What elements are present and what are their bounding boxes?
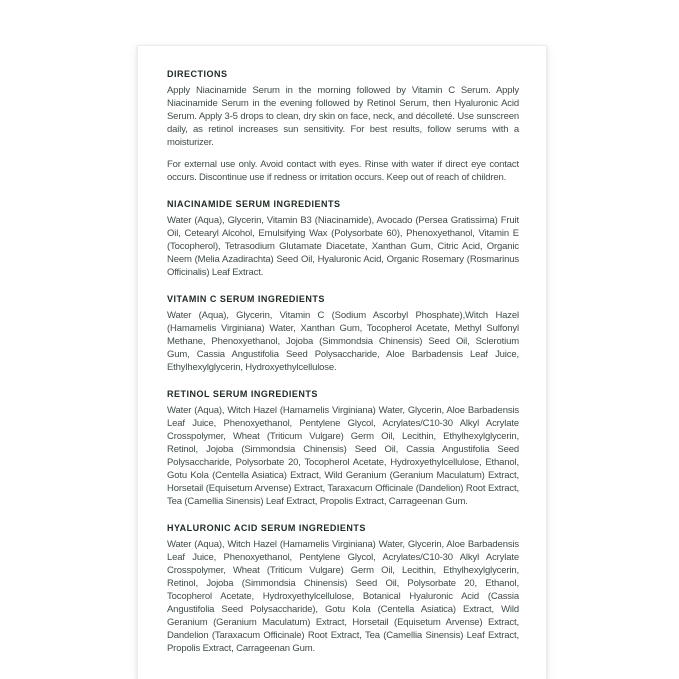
- vitamin-c-ingredients-paragraph: Water (Aqua), Glycerin, Vitamin C (Sodium Ascorbyl Phosphate),Witch Hazel (Hamamelis Virginiana) Water, Xanthan Gum, Tocopherol Acetate, Methyl Sulfonyl Methane, Phenoxyethanol, Jojoba (Simmondsia Chinensis) Seed Oil, Sclerotium Gum, Cassia Angustifolia Seed Polysaccharide, Aloe Barbadensis Leaf Juice, Ethylhexylglycerin, Hydroxyethylcellulose.: [167, 310, 519, 373]
- section-niacinamide-ingredients: [167, 199, 519, 279]
- section-retinol-ingredients: [167, 389, 519, 508]
- niacinamide-ingredients-paragraph: Water (Aqua), Glycerin, Vitamin B3 (Niacinamide), Avocado (Persea Gratissima) Fruit Oil, Cetearyl Alcohol, Emulsifying Wax (Polysorbate 60), Phenoxyethanol, Vitamin E (Tocopherol), Tetrasodium Glutamate Diacetate, Xanthan Gum, Citric Acid, Organic Neem (Melia Azadirachta) Seed Oil, Hyaluronic Acid, Organic Rosemary (Rosmarinus Officinalis) Leaf Extract.: [167, 215, 519, 278]
- section-vitamin-c-ingredients: [167, 294, 519, 374]
- niacinamide-ingredients-heading: NIACINAMIDE SERUM INGREDIENTS: [167, 199, 341, 209]
- directions-warning-paragraph: For external use only. Avoid contact with eyes. Rinse with water if direct eye contact occurs. Discontinue use if redness or irritation occurs. Keep out of reach of children.: [167, 159, 519, 183]
- directions-paragraph: Apply Niacinamide Serum in the morning followed by Vitamin C Serum. Apply Niacinamide Serum in the evening followed by Retinol Serum, then Hyaluronic Acid Serum. Apply 3-5 drops to clean, dry skin on face, neck, and décolleté. Use sunscreen daily, as retinol increases sun sensitivity. For best results, follow serums with a moisturizer.: [167, 85, 519, 148]
- retinol-ingredients-heading: RETINOL SERUM INGREDIENTS: [167, 389, 318, 399]
- directions-heading: DIRECTIONS: [167, 69, 228, 79]
- hyaluronic-acid-ingredients-heading: HYALURONIC ACID SERUM INGREDIENTS: [167, 523, 366, 533]
- ingredients-label-card: [137, 45, 547, 679]
- section-directions: [167, 69, 519, 184]
- retinol-ingredients-paragraph: Water (Aqua), Witch Hazel (Hamamelis Virginiana) Water, Glycerin, Aloe Barbadensis Leaf Juice, Phenoxyethanol, Pentylene Glycol, Acrylates/C10-30 Alkyl Acrylate Crosspolymer, Wheat (Triticum Vulgare) Germ Oil, Lecithin, Ethylhexylglycerin, Retinol, Jojoba (Simmondsia Chinensis) Seed Oil, Cassia Angustifolia Seed Polysaccharide, Polysorbate 20, Tocopherol Acetate, Hydroxyethylcellulose, Ethanol, Gotu Kola (Centella Asiatica) Extract, Wild Geranium (Geranium Maculatum) Extract, Horsetail (Equisetum Arvense) Extract, Taraxacum Officinale (Dandelion) Root Extract, Tea (Camellia Sinensis) Leaf Extract, Propolis Extract, Carrageenan Gum.: [167, 405, 519, 507]
- vitamin-c-ingredients-heading: VITAMIN C SERUM INGREDIENTS: [167, 294, 325, 304]
- hyaluronic-acid-ingredients-paragraph: Water (Aqua), Witch Hazel (Hamamelis Virginiana) Water, Glycerin, Aloe Barbadensis Leaf Juice, Phenoxyethanol, Pentylene Glycol, Acrylates/C10-30 Alkyl Acrylate Crosspolymer, Wheat (Triticum Vulgare) Germ Oil, Lecithin, Ethylhexylglycerin, Retinol, Jojoba (Simmondsia Chinensis) Seed Oil, Polysorbate 20, Ethanol, Tocopherol Acetate, Hydroxyethylcellulose, Botanical Hyaluronic Acid (Cassia Angustifolia Seed Polysaccharide), Gotu Kola (Centella Asiatica) Extract, Wild Geranium (Geranium Maculatum) Extract, Horsetail (Equisetum Arvense) Extract, Dandelion (Taraxacum Officinale) Root Extract, Tea (Camellia Sinensis) Leaf Extract, Propolis Extract, Carrageenan Gum.: [167, 539, 519, 654]
- section-hyaluronic-acid-ingredients: [167, 523, 519, 655]
